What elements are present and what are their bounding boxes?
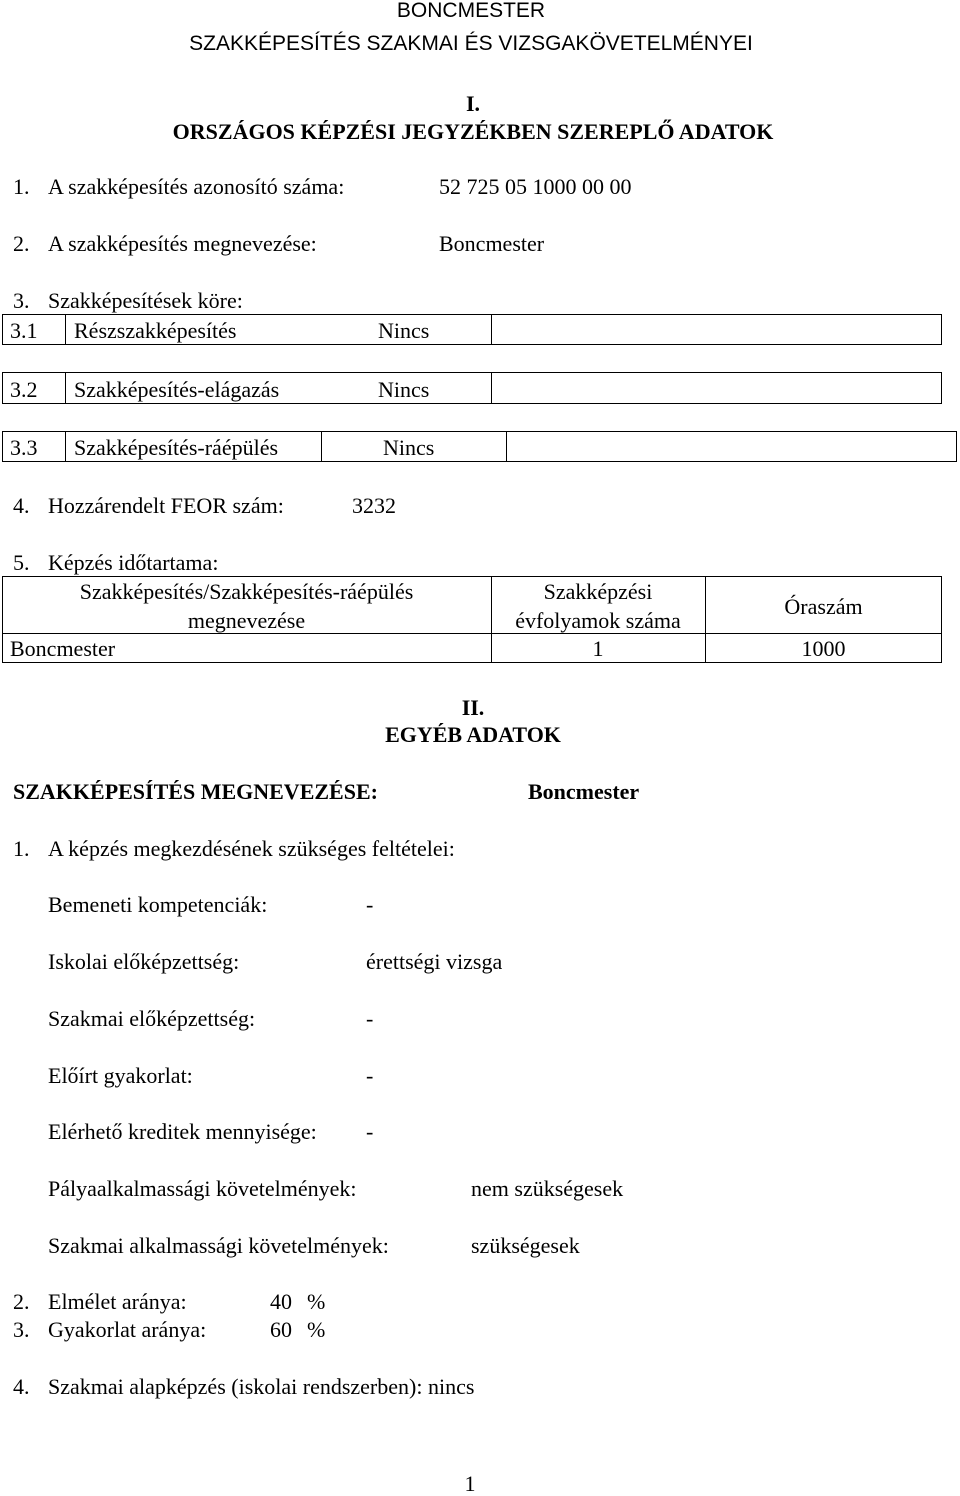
section2-numeral: II.: [461, 695, 485, 720]
item-label: Hozzárendelt FEOR szám:: [48, 493, 284, 518]
cell-divider: [321, 431, 322, 462]
condition-label: Szakmai alkalmassági követelmények:: [48, 1233, 389, 1258]
item-number: 5.: [13, 550, 30, 575]
condition-label: Szakmai előképzettség:: [48, 1006, 256, 1031]
page-number: 1: [464, 1471, 476, 1496]
cell-divider: [65, 431, 66, 462]
percent-unit: %: [307, 1289, 326, 1314]
item-number: 3.: [13, 1317, 30, 1342]
qualification-name-label: SZAKKÉPESÍTÉS MEGNEVEZÉSE:: [13, 779, 378, 804]
item-number: 2.: [13, 1289, 30, 1314]
table-divider: [2, 633, 942, 634]
item-label: Képzés időtartama:: [48, 550, 219, 575]
table-header-years: Szakképzési: [543, 579, 653, 604]
item-label: Elmélet aránya:: [48, 1289, 187, 1314]
section1-numeral: I.: [465, 91, 481, 116]
condition-label: Elérhető kreditek mennyisége:: [48, 1119, 317, 1144]
condition-value: -: [366, 892, 374, 917]
table-header-name: Szakképesítés/Szakképesítés-ráépülés: [79, 579, 414, 604]
item-label: A szakképesítés azonosító száma:: [48, 174, 345, 199]
condition-value: -: [366, 1119, 374, 1144]
table-header-hours: Óraszám: [784, 594, 863, 619]
row-value: Nincs: [383, 435, 435, 460]
cell-divider: [65, 372, 66, 404]
condition-value: érettségi vizsga: [366, 949, 503, 974]
qualification-name-value: Boncmester: [528, 779, 640, 804]
condition-value: -: [366, 1006, 374, 1031]
cell-divider: [506, 431, 507, 462]
cell-divider: [491, 314, 492, 345]
qualification-name-value: Boncmester: [439, 231, 545, 256]
condition-label: Bemeneti kompetenciák:: [48, 892, 268, 917]
percent-unit: %: [307, 1317, 326, 1342]
condition-value: -: [366, 1063, 374, 1088]
item-label: A képzés megkezdésének szükséges feltételei:: [48, 836, 455, 861]
row-number: 3.1: [10, 318, 38, 343]
table-header-name-2: megnevezése: [187, 608, 306, 633]
condition-label: Előírt gyakorlat:: [48, 1063, 193, 1088]
table-header-years-2: évfolyamok száma: [515, 608, 681, 633]
condition-value: szükségesek: [471, 1233, 580, 1258]
item-number: 4.: [13, 493, 30, 518]
condition-label: Iskolai előképzettség:: [48, 949, 240, 974]
cell-divider: [65, 314, 66, 345]
section1-heading: ORSZÁGOS KÉPZÉSI JEGYZÉKBEN SZEREPLŐ ADATOK: [172, 119, 774, 144]
item-number: 1.: [13, 836, 30, 861]
item-number: 1.: [13, 174, 30, 199]
condition-label: Pályaalkalmassági követelmények:: [48, 1176, 357, 1201]
table-cell-years: 1: [592, 636, 604, 661]
item-label: Szakmai alapképzés (iskolai rendszerben): nincs: [48, 1374, 475, 1399]
item-label: Gyakorlat aránya:: [48, 1317, 207, 1342]
item-number: 3.: [13, 288, 30, 313]
theory-ratio-value: 40: [270, 1289, 292, 1314]
cell-divider: [491, 372, 492, 404]
row-number: 3.3: [10, 435, 38, 460]
document-title: BONCMESTER: [396, 0, 546, 22]
practice-ratio-value: 60: [270, 1317, 292, 1342]
row-value: Nincs: [378, 377, 430, 402]
qualification-id-value: 52 725 05 1000 00 00: [439, 174, 632, 199]
feor-value: 3232: [352, 493, 396, 518]
row-label: Szakképesítés-elágazás: [74, 377, 280, 402]
row-label: Szakképesítés-ráépülés: [74, 435, 279, 460]
row-label: Részszakképesítés: [74, 318, 237, 343]
item-label: A szakképesítés megnevezése:: [48, 231, 317, 256]
row-value: Nincs: [378, 318, 430, 343]
item-number: 2.: [13, 231, 30, 256]
row-number: 3.2: [10, 377, 38, 402]
table-cell-name: Boncmester: [10, 636, 116, 661]
item-label: Szakképesítések köre:: [48, 288, 243, 313]
document-subtitle: SZAKKÉPESÍTÉS SZAKMAI ÉS VIZSGAKÖVETELMÉNYEI: [189, 32, 753, 55]
item-number: 4.: [13, 1374, 30, 1399]
condition-value: nem szükségesek: [471, 1176, 624, 1201]
section2-heading: EGYÉB ADATOK: [385, 722, 561, 747]
table-cell-hours: 1000: [801, 636, 846, 661]
